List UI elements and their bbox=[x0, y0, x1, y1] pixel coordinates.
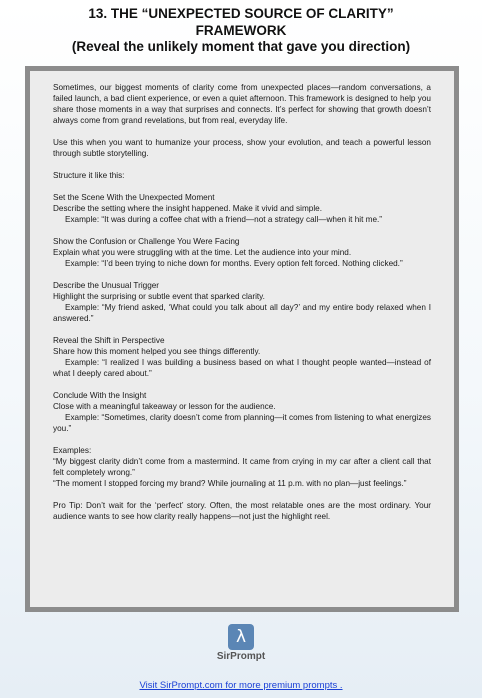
step-3 bbox=[53, 280, 431, 324]
step-example: Example: “It was during a coffee chat with a friend—not a strategy call—when it hit me.” bbox=[65, 215, 383, 224]
footer bbox=[0, 624, 482, 691]
logo-text: SirPrompt bbox=[216, 651, 266, 662]
step-example: Example: “I’d been trying to niche down for months. Every option felt forced. Nothing clicked.” bbox=[65, 259, 403, 268]
title-subtitle: (Reveal the unlikely moment that gave you direction) bbox=[71, 39, 411, 54]
step-heading: Show the Confusion or Challenge You Were Facing bbox=[53, 237, 240, 246]
examples-label: Examples: bbox=[53, 446, 92, 455]
title-line-1: 13. THE “UNEXPECTED SOURCE OF CLARITY” bbox=[88, 6, 394, 21]
step-heading: Conclude With the Insight bbox=[53, 391, 147, 400]
step-description: Highlight the surprising or subtle event that sparked clarity. bbox=[53, 292, 265, 301]
step-heading: Reveal the Shift in Perspective bbox=[53, 336, 165, 345]
intro-paragraph: Sometimes, our biggest moments of clarity come from unexpected places—random conversations, a failed launch, a bad client experience, or even a quiet afternoon. This framework is designed to help you share those moments in a way that surprises and connects. It’s perfect for showing that growth doesn’t always come from grand revelations, but from real, everyday life. bbox=[53, 83, 431, 125]
usage-paragraph: Use this when you want to humanize your process, show your evolution, and teach a powerful lesson through subtle storytelling. bbox=[53, 138, 431, 158]
step-description: Describe the setting where the insight happened. Make it vivid and simple. bbox=[53, 204, 322, 213]
step-4 bbox=[53, 335, 431, 379]
prompt-content bbox=[53, 82, 431, 522]
step-5 bbox=[53, 390, 431, 434]
examples-block bbox=[53, 445, 431, 489]
example-item: “The moment I stopped forcing my brand? While journaling at 11 p.m. with no plan—just feelings.” bbox=[53, 479, 407, 488]
prompt-card bbox=[25, 66, 459, 612]
step-example: Example: “I realized I was building a business based on what I thought people wanted—instead of what I deeply cared about.” bbox=[53, 358, 431, 378]
step-example: Example: “Sometimes, clarity doesn’t come from planning—it comes from listening to what energizes you.” bbox=[53, 413, 431, 433]
example-item: “My biggest clarity didn’t come from a mastermind. It came from crying in my car after a client call that felt completely wrong.” bbox=[53, 457, 431, 477]
step-description: Explain what you were struggling with at the time. Let the audience into your mind. bbox=[53, 248, 352, 257]
page-title bbox=[0, 6, 482, 56]
step-2 bbox=[53, 236, 431, 269]
structure-label: Structure it like this: bbox=[53, 171, 125, 180]
title-line-2: FRAMEWORK bbox=[195, 22, 287, 38]
step-description: Close with a meaningful takeaway or lesson for the audience. bbox=[53, 402, 276, 411]
lambda-logo-icon: λ bbox=[228, 624, 254, 650]
step-example: Example: “My friend asked, ‘What could you talk about all day?’ and my entire body relaxed when I answered.” bbox=[53, 303, 431, 323]
step-heading: Set the Scene With the Unexpected Moment bbox=[53, 193, 215, 202]
step-1 bbox=[53, 192, 431, 225]
step-description: Share how this moment helped you see things differently. bbox=[53, 347, 261, 356]
step-heading: Describe the Unusual Trigger bbox=[53, 281, 160, 290]
pro-tip: Pro Tip: Don’t wait for the ‘perfect’ story. Often, the most relatable ones are the most ordinary. Your audience wants to see how clarity really happens—not just the highlight reel. bbox=[53, 501, 431, 521]
sirprompt-link[interactable]: Visit SirPrompt.com for more premium prompts . bbox=[139, 680, 343, 691]
